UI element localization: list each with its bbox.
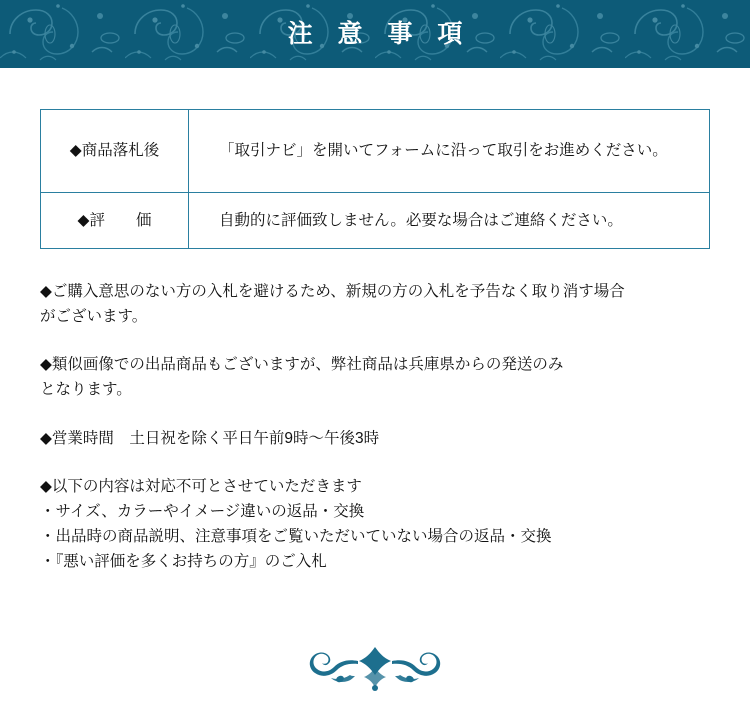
note-line: ・出品時の商品説明、注意事項をご覧いただいていない場合の返品・交換 — [40, 527, 552, 545]
table-row — [41, 193, 710, 249]
notes-list — [40, 279, 720, 574]
page-header — [0, 0, 750, 68]
note-line: がございます。 — [40, 308, 148, 326]
note-line: ・『悪い評価を多くお持ちの方』のご入札 — [40, 553, 327, 570]
table-row-value: 「取引ナビ」を開いてフォームに沿って取引をお進めください。 — [189, 110, 710, 193]
page-title: 注 意 事 項 — [287, 20, 472, 48]
note-line: ◆ご購入意思のない方の入札を避けるため、新規の方の入札を予告なく取り消す場合 — [40, 283, 625, 301]
note-line: となります。 — [40, 381, 132, 399]
note-block — [40, 474, 720, 574]
flourish-icon — [280, 641, 470, 697]
note-line: ◆以下の内容は対応不可とさせていただきます — [40, 477, 362, 495]
table-row-value: 自動的に評価致しません。必要な場合はご連絡ください。 — [189, 193, 710, 249]
table-row-label: ◆商品落札後 — [41, 110, 189, 193]
info-table — [40, 109, 710, 249]
footer-ornament — [0, 641, 750, 697]
note-block — [40, 426, 720, 451]
note-block — [40, 279, 720, 329]
note-line: ◆類似画像での出品商品もございますが、弊社商品は兵庫県からの発送のみ — [40, 356, 564, 374]
note-line: ・サイズ、カラーやイメージ違いの返品・交換 — [40, 502, 365, 520]
content-area — [0, 109, 750, 574]
note-line: ◆営業時間 土日祝を除く平日午前9時〜午後3時 — [40, 429, 380, 447]
table-row-label: ◆評 価 — [41, 193, 189, 249]
table-row — [41, 110, 710, 193]
note-block — [40, 352, 720, 402]
